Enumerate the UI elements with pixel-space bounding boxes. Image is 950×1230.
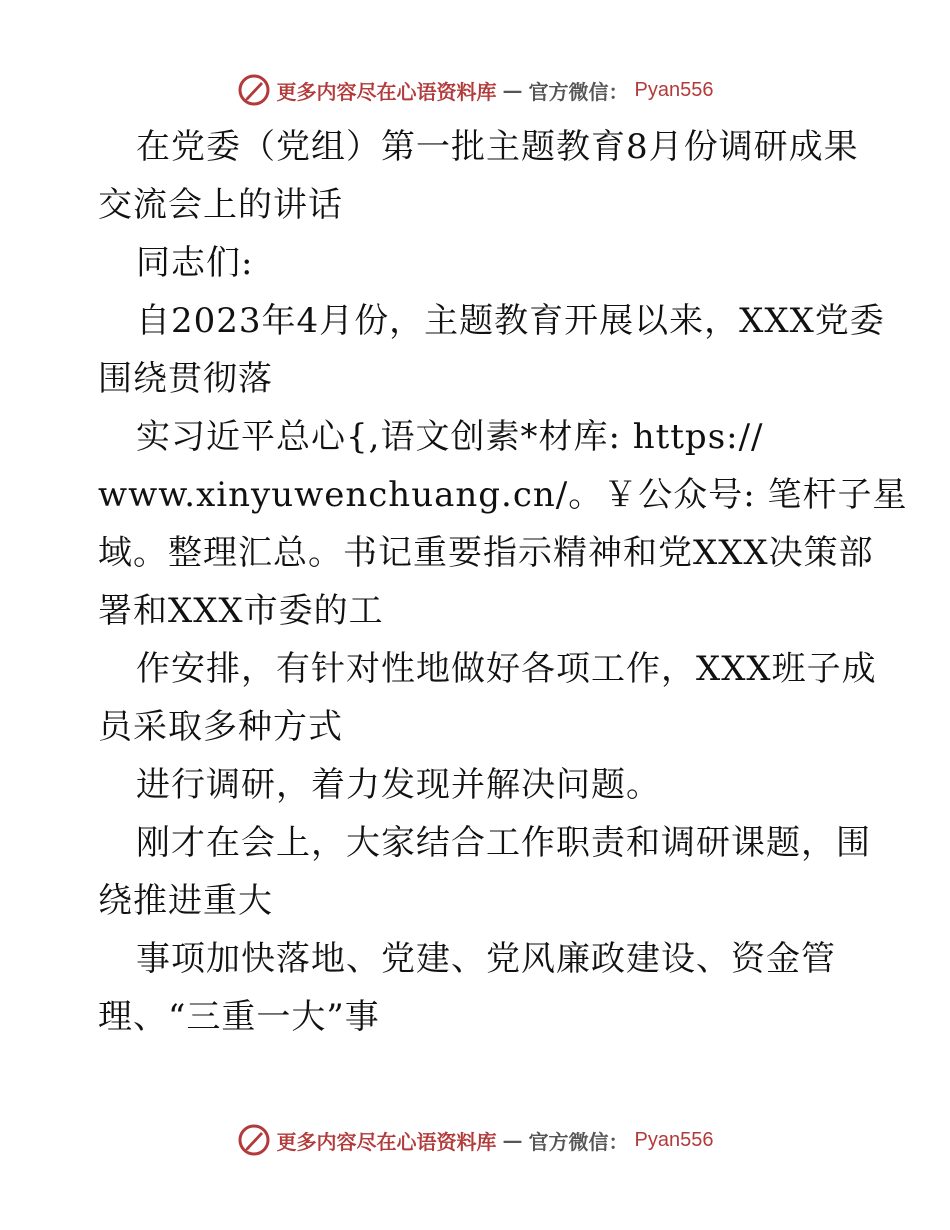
banner-wechat-id: Pyan556 bbox=[634, 78, 714, 101]
doc-line-title-2: 交流会上的讲话 bbox=[98, 185, 343, 225]
doc-line: 域。整理汇总。书记重要指示精神和党XXX决策部 bbox=[98, 533, 874, 573]
quill-pen-logo-icon bbox=[237, 73, 271, 107]
doc-line: 事项加快落地、党建、党风廉政建设、资金管 bbox=[136, 939, 836, 979]
doc-line: 绕推进重大 bbox=[98, 881, 273, 921]
doc-line: 员采取多种方式 bbox=[98, 707, 343, 747]
doc-line: 理、“三重一大”事 bbox=[98, 997, 380, 1037]
banner-wechat-id: Pyan556 bbox=[634, 1128, 714, 1151]
banner-official-label: 官方微信： bbox=[528, 1129, 629, 1154]
doc-line: 作安排，有针对性地做好各项工作，XXX班子成 bbox=[136, 649, 877, 689]
doc-line: 刚才在会上，大家结合工作职责和调研课题，围 bbox=[136, 823, 871, 863]
header-banner bbox=[0, 70, 950, 110]
banner-dash: — bbox=[502, 78, 523, 102]
banner-main-text: 更多内容尽在心语资料库 bbox=[276, 1129, 497, 1154]
doc-line: www.xinyuwenchuang.cn/。￥公众号: 笔杆子星 bbox=[98, 475, 908, 515]
banner-official-label: 官方微信： bbox=[528, 79, 629, 104]
banner-dash: — bbox=[502, 1128, 523, 1152]
doc-line: 进行调研，着力发现并解决问题。 bbox=[136, 765, 661, 805]
doc-line-title-1: 在党委（党组）第一批主题教育8月份调研成果 bbox=[136, 127, 859, 167]
banner-main-text: 更多内容尽在心语资料库 bbox=[276, 79, 497, 104]
doc-line: 自2023年4月份，主题教育开展以来，XXX党委 bbox=[136, 301, 885, 341]
footer-banner bbox=[0, 1120, 950, 1160]
doc-line-greeting: 同志们: bbox=[136, 243, 254, 283]
doc-line: 实习近平总心{,语文创素*材库: https:// bbox=[136, 417, 764, 457]
doc-line: 围绕贯彻落 bbox=[98, 359, 273, 399]
doc-line: 署和XXX市委的工 bbox=[98, 591, 384, 631]
quill-pen-logo-icon bbox=[237, 1123, 271, 1157]
document-body bbox=[98, 118, 908, 1046]
